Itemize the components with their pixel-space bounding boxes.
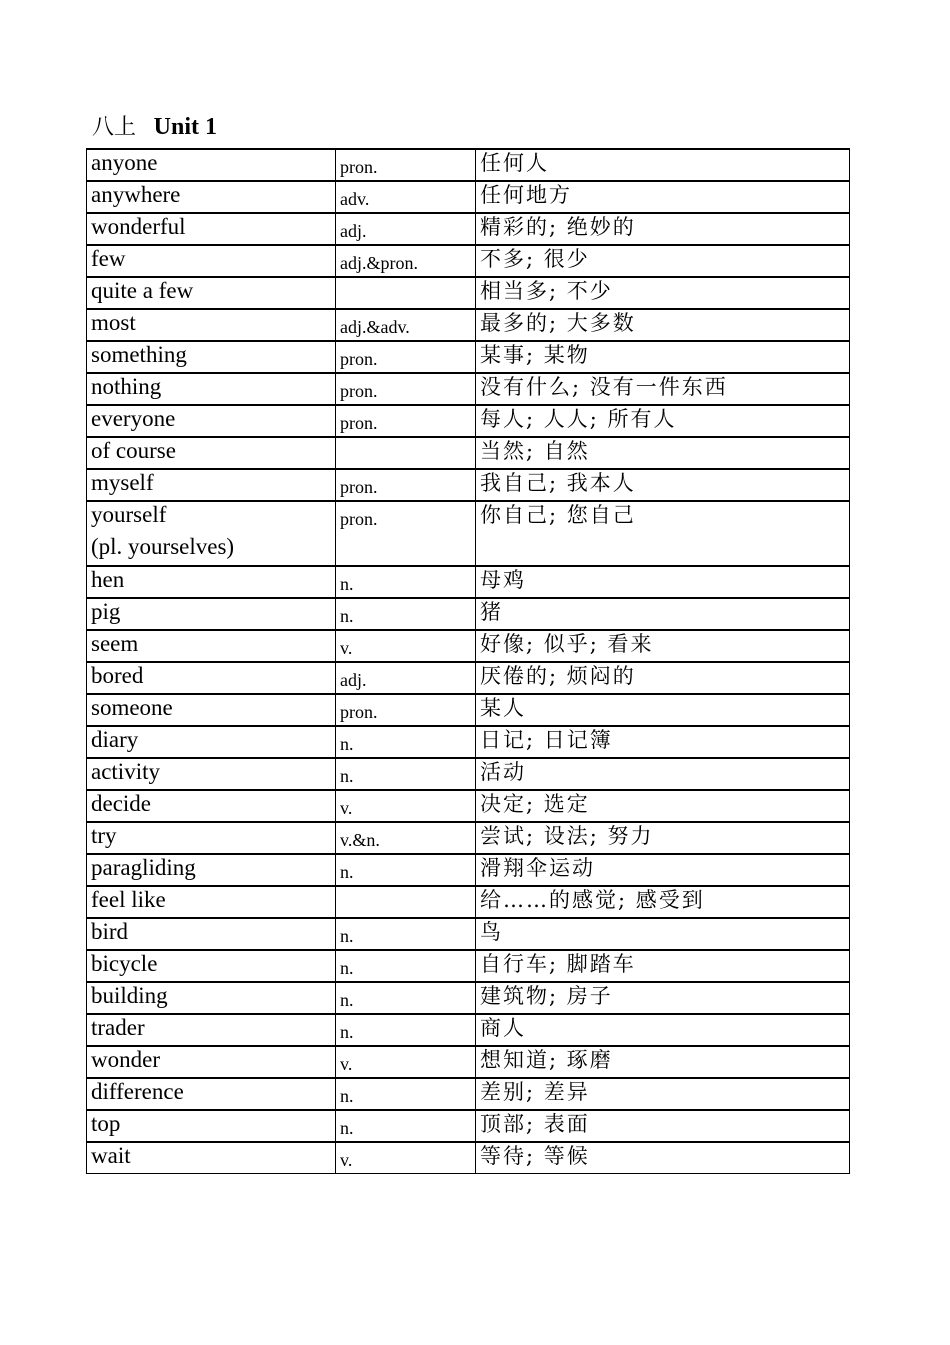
part-of-speech-cell: v.: [336, 630, 476, 662]
table-row: [87, 1046, 850, 1078]
meaning-cell: 日记; 日记簿: [476, 726, 850, 758]
table-row: [87, 181, 850, 213]
word-cell: [87, 854, 336, 886]
meaning-cell: 任何地方: [476, 181, 850, 213]
meaning-cell: 活动: [476, 758, 850, 790]
word-plural-text: (pl. yourselves): [91, 534, 235, 559]
word-cell: [87, 918, 336, 950]
vocabulary-table: [86, 148, 850, 1174]
word-text: trader: [91, 1015, 145, 1040]
meaning-cell: 建筑物; 房子: [476, 982, 850, 1014]
part-of-speech-cell: v.&n.: [336, 822, 476, 854]
meaning-cell: 给……的感觉; 感受到: [476, 886, 850, 918]
table-row: [87, 373, 850, 405]
part-of-speech-cell: adj.: [336, 213, 476, 245]
word-cell: [87, 1110, 336, 1142]
meaning-cell: 任何人: [476, 149, 850, 181]
part-of-speech-cell: pron.: [336, 469, 476, 501]
part-of-speech-cell: v.: [336, 1142, 476, 1174]
word-text: hen: [91, 567, 125, 592]
table-row: [87, 341, 850, 373]
meaning-cell: 猪: [476, 598, 850, 630]
meaning-cell: 精彩的; 绝妙的: [476, 213, 850, 245]
word-text: bicycle: [91, 951, 158, 976]
meaning-cell: 母鸡: [476, 566, 850, 598]
word-text: wonderful: [91, 214, 186, 239]
word-text: building: [91, 983, 168, 1008]
part-of-speech-cell: n.: [336, 854, 476, 886]
word-cell: [87, 886, 336, 918]
word-cell: [87, 694, 336, 726]
meaning-cell: 好像; 似乎; 看来: [476, 630, 850, 662]
part-of-speech-cell: n.: [336, 1110, 476, 1142]
word-cell: [87, 1142, 336, 1174]
grade-label: 八上: [92, 115, 137, 140]
word-cell: [87, 181, 336, 213]
word-cell: [87, 501, 336, 566]
table-row: [87, 726, 850, 758]
word-text: wonder: [91, 1047, 160, 1072]
meaning-cell: 不多; 很少: [476, 245, 850, 277]
table-row: [87, 245, 850, 277]
word-cell: [87, 149, 336, 181]
word-cell: [87, 405, 336, 437]
part-of-speech-cell: n.: [336, 566, 476, 598]
part-of-speech-cell: n.: [336, 982, 476, 1014]
part-of-speech-cell: [336, 437, 476, 469]
meaning-cell: 等待; 等候: [476, 1142, 850, 1174]
table-row: [87, 1110, 850, 1142]
part-of-speech-cell: pron.: [336, 501, 476, 566]
word-cell: [87, 469, 336, 501]
word-text: myself: [91, 470, 154, 495]
table-row: [87, 213, 850, 245]
table-row: [87, 758, 850, 790]
word-cell: [87, 982, 336, 1014]
unit-label: Unit 1: [153, 114, 217, 140]
table-row: [87, 822, 850, 854]
table-row: [87, 469, 850, 501]
table-row: [87, 982, 850, 1014]
vocabulary-table-body: [87, 149, 850, 1174]
table-row: [87, 437, 850, 469]
meaning-cell: 尝试; 设法; 努力: [476, 822, 850, 854]
word-text: seem: [91, 631, 139, 656]
word-cell: [87, 662, 336, 694]
word-text: someone: [91, 695, 173, 720]
word-cell: [87, 309, 336, 341]
word-text: anywhere: [91, 182, 181, 207]
meaning-cell: 想知道; 琢磨: [476, 1046, 850, 1078]
word-cell: [87, 277, 336, 309]
meaning-cell: 相当多; 不少: [476, 277, 850, 309]
word-text: quite a few: [91, 278, 194, 303]
word-text: diary: [91, 727, 139, 752]
word-cell: [87, 790, 336, 822]
meaning-cell: 每人; 人人; 所有人: [476, 405, 850, 437]
word-cell: [87, 566, 336, 598]
word-text: feel like: [91, 887, 166, 912]
word-text: most: [91, 310, 136, 335]
meaning-cell: 某人: [476, 694, 850, 726]
part-of-speech-cell: [336, 886, 476, 918]
meaning-cell: 差别; 差异: [476, 1078, 850, 1110]
part-of-speech-cell: n.: [336, 598, 476, 630]
word-cell: [87, 950, 336, 982]
part-of-speech-cell: pron.: [336, 149, 476, 181]
word-text: nothing: [91, 374, 162, 399]
meaning-cell: 顶部; 表面: [476, 1110, 850, 1142]
word-cell: [87, 213, 336, 245]
table-row: [87, 886, 850, 918]
meaning-cell: 自行车; 脚踏车: [476, 950, 850, 982]
meaning-cell: 你自己; 您自己: [476, 501, 850, 566]
word-text: bored: [91, 663, 144, 688]
word-text: pig: [91, 599, 121, 624]
word-text: difference: [91, 1079, 184, 1104]
table-row: [87, 1014, 850, 1046]
word-text: try: [91, 823, 117, 848]
table-row: [87, 405, 850, 437]
part-of-speech-cell: n.: [336, 918, 476, 950]
word-cell: [87, 437, 336, 469]
table-row: [87, 309, 850, 341]
part-of-speech-cell: adj.: [336, 662, 476, 694]
part-of-speech-cell: pron.: [336, 405, 476, 437]
table-row: [87, 950, 850, 982]
meaning-cell: 商人: [476, 1014, 850, 1046]
part-of-speech-cell: v.: [336, 790, 476, 822]
word-cell: [87, 1078, 336, 1110]
word-text: few: [91, 246, 126, 271]
word-cell: [87, 341, 336, 373]
table-row: [87, 1078, 850, 1110]
part-of-speech-cell: pron.: [336, 341, 476, 373]
table-row: [87, 662, 850, 694]
word-text: top: [91, 1111, 121, 1136]
word-cell: [87, 758, 336, 790]
word-cell: [87, 630, 336, 662]
table-row: [87, 790, 850, 822]
word-cell: [87, 373, 336, 405]
part-of-speech-cell: n.: [336, 1078, 476, 1110]
meaning-cell: 决定; 选定: [476, 790, 850, 822]
word-text: activity: [91, 759, 160, 784]
part-of-speech-cell: v.: [336, 1046, 476, 1078]
meaning-cell: 厌倦的; 烦闷的: [476, 662, 850, 694]
page-title: [92, 110, 217, 144]
meaning-cell: 没有什么; 没有一件东西: [476, 373, 850, 405]
table-row: [87, 630, 850, 662]
word-cell: [87, 726, 336, 758]
word-cell: [87, 1046, 336, 1078]
part-of-speech-cell: n.: [336, 950, 476, 982]
table-row: [87, 501, 850, 566]
meaning-cell: 最多的; 大多数: [476, 309, 850, 341]
table-row: [87, 1142, 850, 1174]
table-row: [87, 854, 850, 886]
part-of-speech-cell: adv.: [336, 181, 476, 213]
table-row: [87, 918, 850, 950]
word-text: everyone: [91, 406, 176, 431]
table-row: [87, 149, 850, 181]
table-row: [87, 277, 850, 309]
meaning-cell: 某事; 某物: [476, 341, 850, 373]
table-row: [87, 566, 850, 598]
word-text: decide: [91, 791, 152, 816]
word-text: bird: [91, 919, 129, 944]
meaning-cell: 当然; 自然: [476, 437, 850, 469]
table-row: [87, 694, 850, 726]
meaning-cell: 滑翔伞运动: [476, 854, 850, 886]
meaning-cell: 鸟: [476, 918, 850, 950]
meaning-cell: 我自己; 我本人: [476, 469, 850, 501]
part-of-speech-cell: adj.&pron.: [336, 245, 476, 277]
word-text: something: [91, 342, 187, 367]
word-cell: [87, 245, 336, 277]
part-of-speech-cell: pron.: [336, 373, 476, 405]
part-of-speech-cell: adj.&adv.: [336, 309, 476, 341]
part-of-speech-cell: [336, 277, 476, 309]
word-text: yourself: [91, 502, 167, 527]
word-text: of course: [91, 438, 176, 463]
part-of-speech-cell: n.: [336, 758, 476, 790]
word-text: paragliding: [91, 855, 196, 880]
part-of-speech-cell: n.: [336, 1014, 476, 1046]
word-cell: [87, 598, 336, 630]
word-text: anyone: [91, 150, 158, 175]
word-text: wait: [91, 1143, 131, 1168]
word-cell: [87, 822, 336, 854]
part-of-speech-cell: pron.: [336, 694, 476, 726]
part-of-speech-cell: n.: [336, 726, 476, 758]
word-cell: [87, 1014, 336, 1046]
table-row: [87, 598, 850, 630]
